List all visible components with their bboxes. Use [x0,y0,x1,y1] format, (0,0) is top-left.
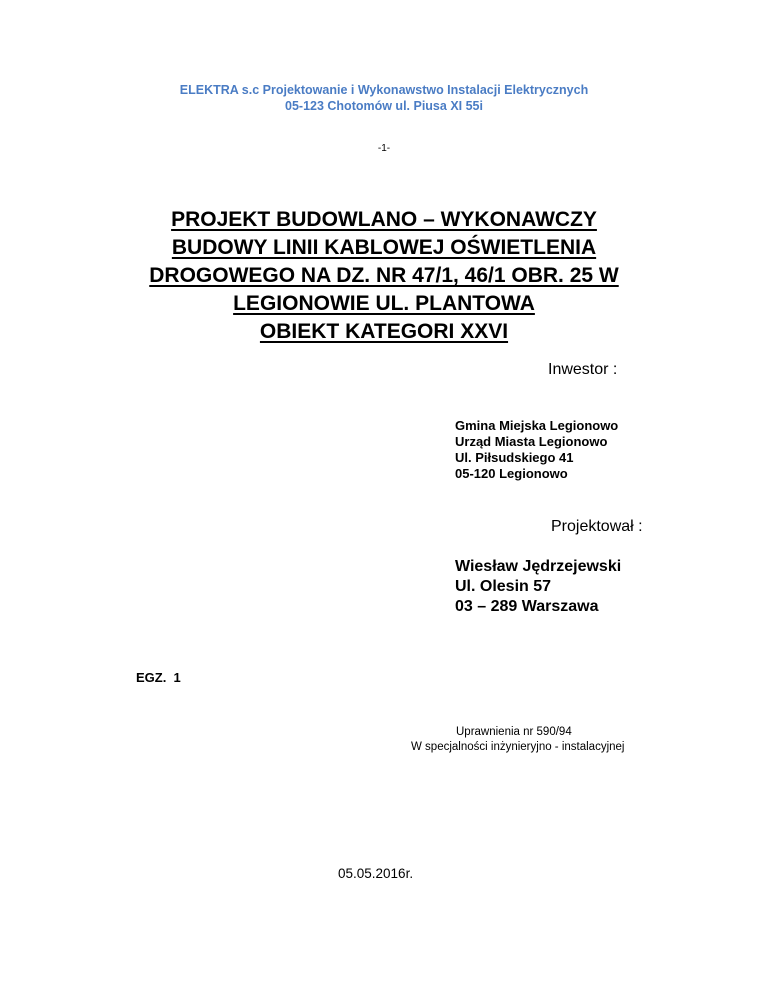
investor-label: Inwestor : [548,361,618,378]
copy-number: EGZ. 1 [136,670,181,685]
document-date: 05.05.2016r. [338,866,414,881]
page-number: -1- [377,143,391,154]
title-line: OBIEKT KATEGORI XXVI [259,320,509,343]
investor-line: Urząd Miasta Legionowo [455,434,608,449]
title-line: DROGOWEGO NA DZ. NR 47/1, 46/1 OBR. 25 W [149,264,619,287]
title-line: PROJEKT BUDOWLANO – WYKONAWCZY [171,208,597,231]
investor-line: 05-120 Legionowo [455,466,568,481]
company-header [0,82,768,114]
document-title [0,206,768,346]
investor-line: Gmina Miejska Legionowo [455,418,619,433]
permissions-number: Uprawnienia nr 590/94 [456,726,572,738]
title-line: LEGIONOWIE UL. PLANTOWA [233,292,535,315]
designer-label: Projektował : [551,518,643,535]
company-name-line: ELEKTRA s.c Projektowanie i Wykonawstwo Instalacji Elektrycznych [179,83,589,97]
permissions-specialty: W specjalności inżynieryjno - instalacyjnej [411,741,625,753]
designer-line: 03 – 289 Warszawa [455,598,599,615]
company-address-line: 05-123 Chotomów ul. Piusa XI 55i [285,99,483,113]
designer-line: Ul. Olesin 57 [455,578,552,595]
designer-details [455,557,621,617]
investor-line: Ul. Piłsudskiego 41 [455,450,574,465]
investor-details [455,418,618,482]
designer-line: Wiesław Jędrzejewski [455,558,622,575]
title-line: BUDOWY LINII KABLOWEJ OŚWIETLENIA [171,236,597,259]
